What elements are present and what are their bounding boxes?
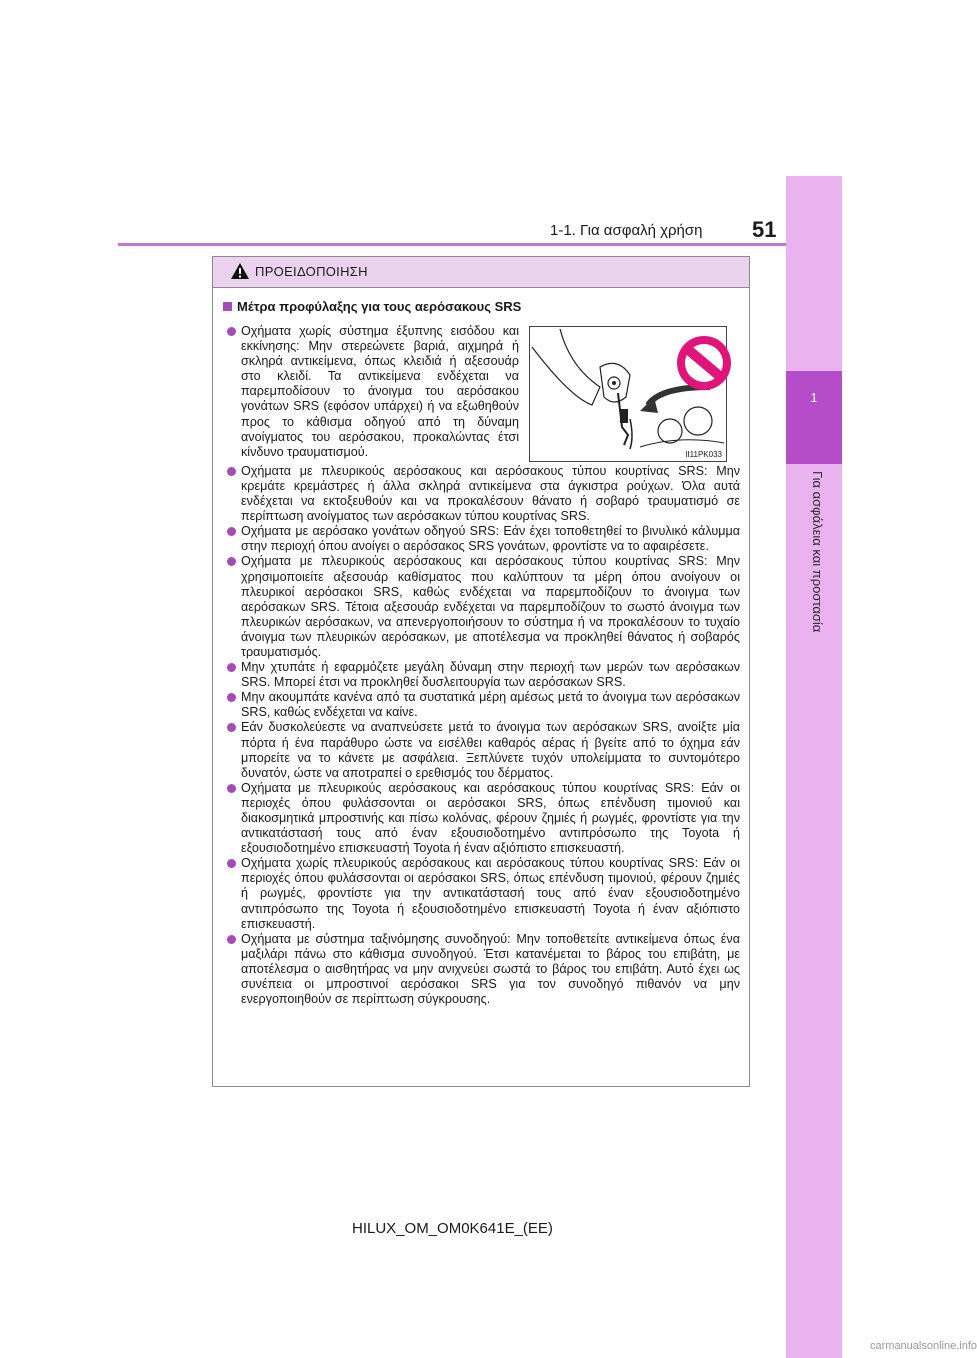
list-item	[227, 324, 519, 460]
watermark: carmanualsonline.info	[870, 1340, 977, 1352]
header-rule	[118, 243, 786, 246]
list-item	[227, 524, 740, 554]
bullet-icon	[227, 723, 236, 732]
list-item-text: Οχήματα με σύστημα ταξινόμησης συνοδηγού: Μην τοποθετείτε αντικείμενα όπως ένα μαξιλάρι πάνω στο κάθισμα συνοδηγού. Έτσι κατανέμεται το βάρος του επιβάτη, με αποτέλεσμα ο αισθητήρας να μην ανιχνεύει σωστά το βάρος του επιβάτη. Αυτό έχει ως συνέπεια οι μπροστινοί αερόσακοι SRS για τον συνοδηγό πιθανόν να μην ενεργοποιηθούν σε περίπτωση σύγκρουσης.	[241, 931, 740, 1007]
bullet-icon	[227, 935, 236, 944]
list-item-text: Οχήματα με πλευρικούς αερόσακους και αερόσακους τύπου κουρτίνας SRS: Εάν οι περιοχές όπου φυλάσσονται οι αερόσακοι SRS, όπως επένδυση τιμονιού και διακοσμητικά μπροστινής και πίσω κολόνας, φέρουν ζημιές ή ρωγμές, φροντίστε για την αντικατάστασή τους από έναν εξουσιοδοτημένο αντιπρόσωπο της Toyota ή εξουσιοδοτημένο επισκευαστή Toyota ή έναν αξιόπιστο επισκευαστή.	[241, 780, 740, 856]
chapter-title: Για ασφάλεια και προστασία	[810, 471, 825, 633]
warning-title: ΠΡΟΕΙΔΟΠΟΙΗΣΗ	[255, 264, 368, 279]
square-bullet-icon	[223, 302, 232, 311]
bullet-icon	[227, 467, 236, 476]
chapter-side-tab	[786, 176, 842, 1358]
page-number: 51	[752, 217, 777, 242]
figure-code: II11PK033	[685, 450, 722, 459]
warning-subheading-text: Μέτρα προφύλαξης για τους αερόσακους SRS	[237, 299, 522, 314]
warning-subheading	[223, 299, 521, 314]
warning-triangle-icon	[230, 262, 250, 285]
list-item	[227, 781, 740, 856]
bullet-icon	[227, 859, 236, 868]
warning-items	[227, 324, 740, 1007]
list-item-text: Εάν δυσκολεύεστε να αναπνεύσετε μετά το άνοιγμα των αερόσακων SRS, ανοίξτε μία πόρτα ή ένα παράθυρο ώστε να εισέλθει καθαρός αέρας ή βγείτε από το όχημα εάν μπορείτε να το κάνετε με ασφάλεια. Ξεπλύνετε τυχόν υπολείμματα το συντομότερο δυνατόν, ώστε να αποτραπεί ο ερεθισμός του δέρματος.	[241, 720, 740, 780]
list-item-text: Μην ακουμπάτε κανένα από τα συστατικά μέρη αμέσως μετά το άνοιγμα των αερόσακων SRS, καθώς ενδέχεται να καίνε.	[241, 690, 740, 720]
list-item	[227, 464, 740, 524]
list-item-text: Οχήματα με πλευρικούς αερόσακους και αερόσακους τύπου κουρτίνας SRS: Μην χρησιμοποιείτε αξεσουάρ καθίσματος που καλύπτουν τα μέρη όπου ανοίγουν οι πλευρικοί αερόσακοι SRS, καθώς ενδέχεται να παρεμποδίζουν το άνοιγμα των αερόσακων SRS. Τέτοια αξεσουάρ ενδέχεται να παρεμποδίζουν το σωστό άνοιγμα των πλευρικών αερόσακων, να απενεργοποιήσουν το σύστημα ή να προκαλέσουν το τυχαίο άνοιγμα των πλευρικών αερόσακων, με αποτέλεσμα να προκληθεί θάνατος ή σοβαρός τραυματισμός.	[241, 554, 740, 659]
section-title: 1-1. Για ασφαλή χρήση	[550, 222, 703, 239]
list-item	[227, 856, 740, 931]
list-item	[227, 554, 740, 660]
list-item	[227, 660, 740, 690]
list-item	[227, 932, 740, 1007]
bullet-icon	[227, 557, 236, 566]
warning-box	[212, 256, 750, 1087]
list-item	[227, 720, 740, 780]
list-item-text: Οχήματα με πλευρικούς αερόσακους και αερόσακους τύπου κουρτίνας SRS: Μην κρεμάτε κρεμάστρες ή άλλα σκληρά αντικείμενα στα άγκιστρα ρούχων. Όλα αυτά ενδέχεται να εκτοξευθούν και να προκαλέσουν θάνατο ή σοβαρό τραυματισμό σε περίπτωση ανοίγματος των αερόσακων τύπου κουρτίνας SRS.	[241, 463, 740, 524]
document-code: HILUX_OM_OM0K641E_(EE)	[352, 1220, 553, 1237]
list-item-text: Μην χτυπάτε ή εφαρμόζετε μεγάλη δύναμη στην περιοχή των μερών των αερόσακων SRS. Μπορεί έτσι να προκληθεί δυσλειτουργία των αερόσακων SRS.	[241, 660, 740, 690]
chapter-side-tab-active	[786, 371, 842, 464]
bullet-icon	[227, 527, 236, 536]
bullet-icon	[227, 327, 236, 336]
list-item	[227, 690, 740, 720]
bullet-icon	[227, 693, 236, 702]
list-item-text: Οχήματα με αερόσακο γονάτων οδηγού SRS: Εάν έχει τοποθετηθεί το βινυλικό κάλυμμα στην περιοχή όπου ανοίγει ο αερόσακος SRS γονάτων, φροντίστε να το αφαιρέσετε.	[241, 524, 740, 554]
warning-header	[213, 257, 749, 288]
list-item-text: Οχήματα χωρίς σύστημα έξυπνης εισόδου και εκκίνησης: Μην στερεώνετε βαριά, αιχμηρά ή σκληρά αντικείμενα, όπως κλειδιά ή αξεσουάρ στο κλειδί. Τα αντικείμενα ενδέχεται να παρεμποδίσουν το άνοιγμα του αερόσακου γονάτων SRS (εφόσον υπάρχει) ή να εξωθηθούν προς το κάθισμα οδηγού από τη δύναμη ανοίγματος του αερόσακου, προκαλώντας έτσι κίνδυνο τραυματισμού.	[241, 324, 519, 459]
bullet-icon	[227, 784, 236, 793]
chapter-number: 1	[810, 390, 818, 405]
list-item-text: Οχήματα χωρίς πλευρικούς αερόσακους και αερόσακους τύπου κουρτίνας SRS: Εάν οι περιοχές όπου φυλάσσονται οι αερόσακοι SRS, όπως επένδυση τιμονιού, φέρουν ζημιές ή ρωγμές, φροντίστε για την αντικατάστασή τους από έναν εξουσιοδοτημένο αντιπρόσωπο της Toyota ή εξουσιοδοτημένο επισκευαστή Toyota ή έναν αξιόπιστο επισκευαστή.	[241, 856, 740, 931]
bullet-icon	[227, 663, 236, 672]
